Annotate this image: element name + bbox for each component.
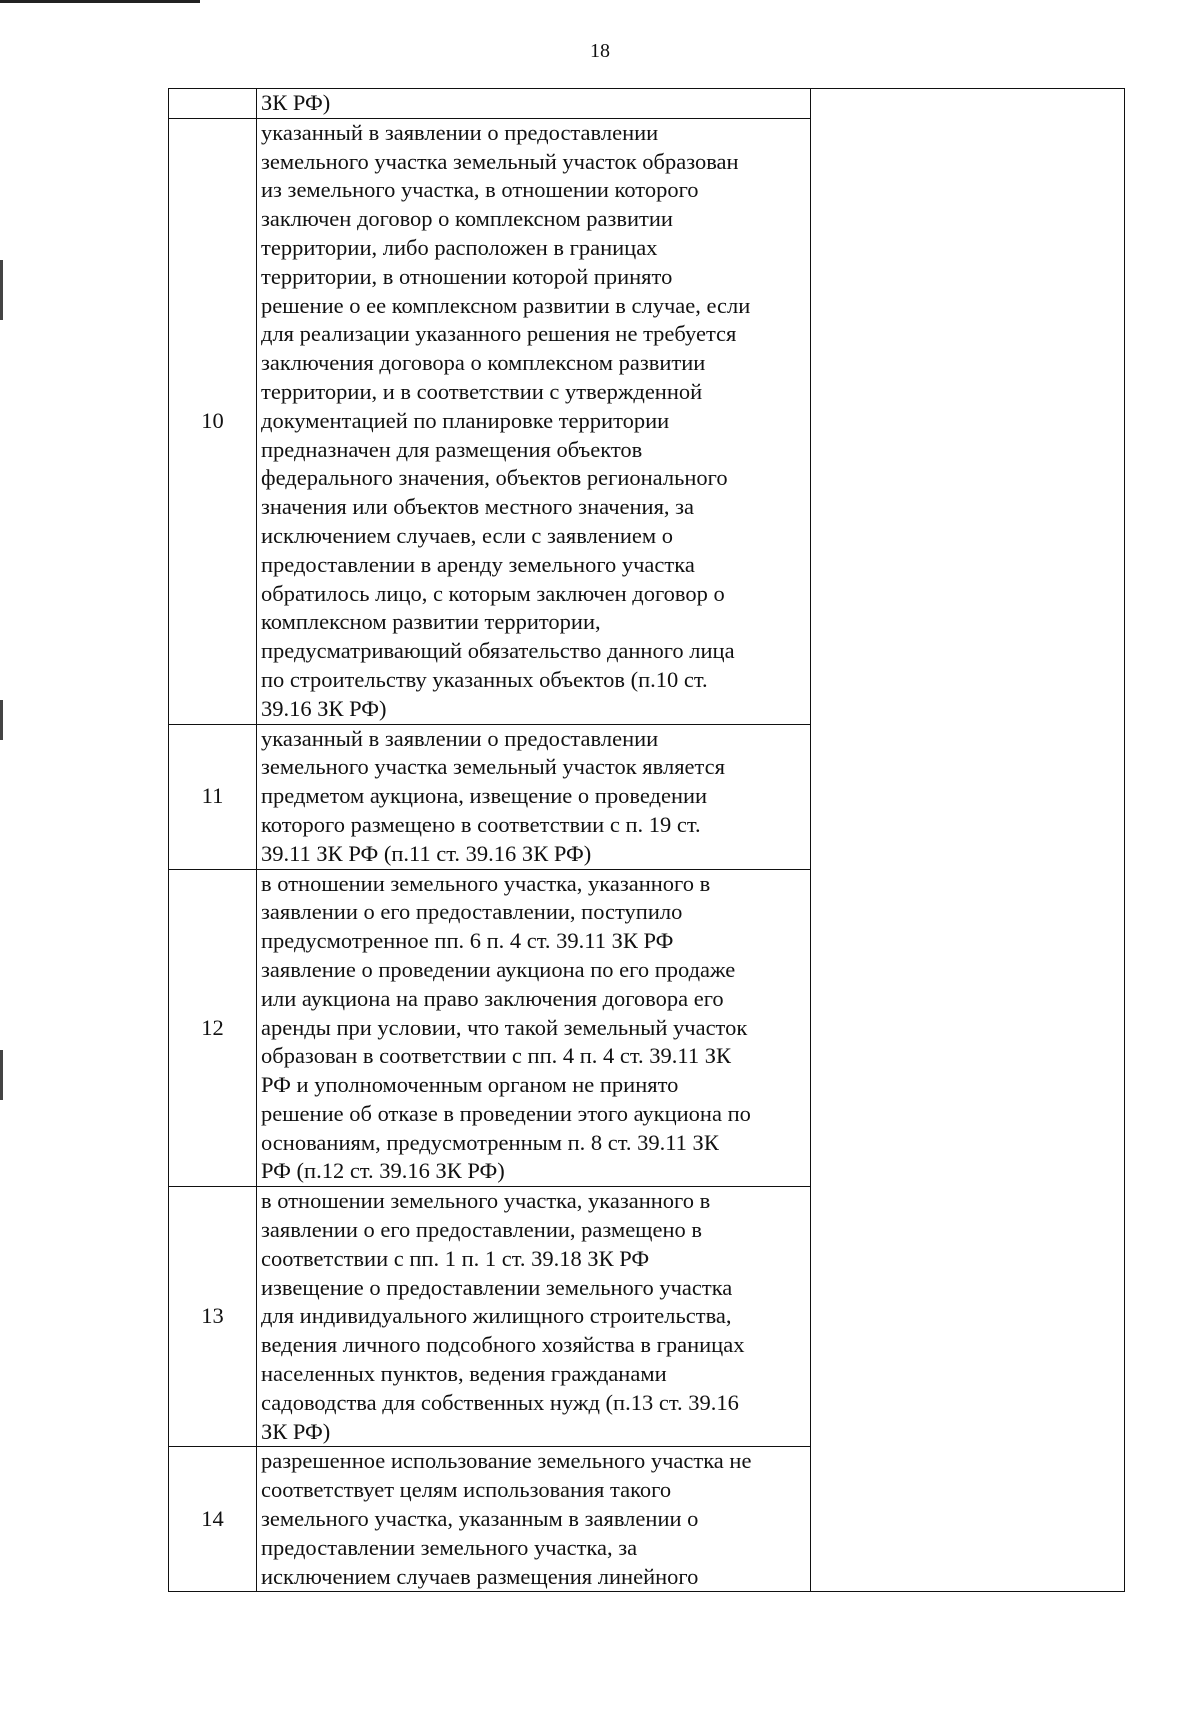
row-text: в отношении земельного участка, указанного в заявлении о его предоставлении, размещено в соответствии с пп. 1 п. 1 ст. 39.18 ЗК РФ извещение о предоставлении земельного участка для индивидуального жилищного строительства, ведения личного подсобного хозяйства в границах населенных пунктов, ведения гражданами садоводства для собственных нужд (п.13 ст. 39.16 ЗК РФ) <box>257 1187 811 1447</box>
empty-column-cell <box>811 89 1125 1592</box>
row-number: 12 <box>169 869 257 1187</box>
row-text: указанный в заявлении о предоставлении земельного участка земельный участок является предметом аукциона, извещение о проведении которого размещено в соответствии с п. 19 ст. 39.11 ЗК РФ (п.11 ст. 39.16 ЗК РФ) <box>257 724 811 869</box>
row-number: 11 <box>169 724 257 869</box>
row-number: 14 <box>169 1447 257 1592</box>
row-number: 10 <box>169 118 257 724</box>
row-number <box>169 89 257 119</box>
scan-edge-mark <box>0 0 200 3</box>
page-number: 18 <box>590 40 610 62</box>
scan-edge-mark <box>0 260 3 320</box>
row-number: 13 <box>169 1187 257 1447</box>
row-text: разрешенное использование земельного участка не соответствует целям использования такого земельного участка, указанным в заявлении о предоставлении земельного участка, за исключением случаев размещения линейного <box>257 1447 811 1592</box>
scan-edge-mark <box>0 700 3 740</box>
row-text: ЗК РФ) <box>257 89 811 119</box>
row-text: указанный в заявлении о предоставлении земельного участка земельный участок образован из земельного участка, в отношении которого заключен договор о комплексном развитии территории, либо расположен в границах территории, в отношении которой принято решение о ее комплексном развитии в случае, если для реализации указанного решения не требуется заключения договора о комплексном развитии территории, и в соответствии с утвержденной документацией по планировке территории предназначен для размещения объектов федерального значения, объектов регионального значения или объектов местного значения, за исключением случаев, если с заявлением о предоставлении в аренду земельного участка обратилось лицо, с которым заключен договор о комплексном развитии территории, предусматривающий обязательство данного лица по строительству указанных объектов (п.10 ст. 39.16 ЗК РФ) <box>257 118 811 724</box>
row-text: в отношении земельного участка, указанного в заявлении о его предоставлении, поступило предусмотренное пп. 6 п. 4 ст. 39.11 ЗК РФ заявление о проведении аукциона по его продаже или аукциона на право заключения договора его аренды при условии, что такой земельный участок образован в соответствии с пп. 4 п. 4 ст. 39.11 ЗК РФ и уполномоченным органом не принято решение об отказе в проведении этого аукциона по основаниям, предусмотренным п. 8 ст. 39.11 ЗК РФ (п.12 ст. 39.16 ЗК РФ) <box>257 869 811 1187</box>
scan-edge-mark <box>0 1050 3 1100</box>
table-row <box>169 89 1125 119</box>
document-table <box>168 88 1125 1592</box>
